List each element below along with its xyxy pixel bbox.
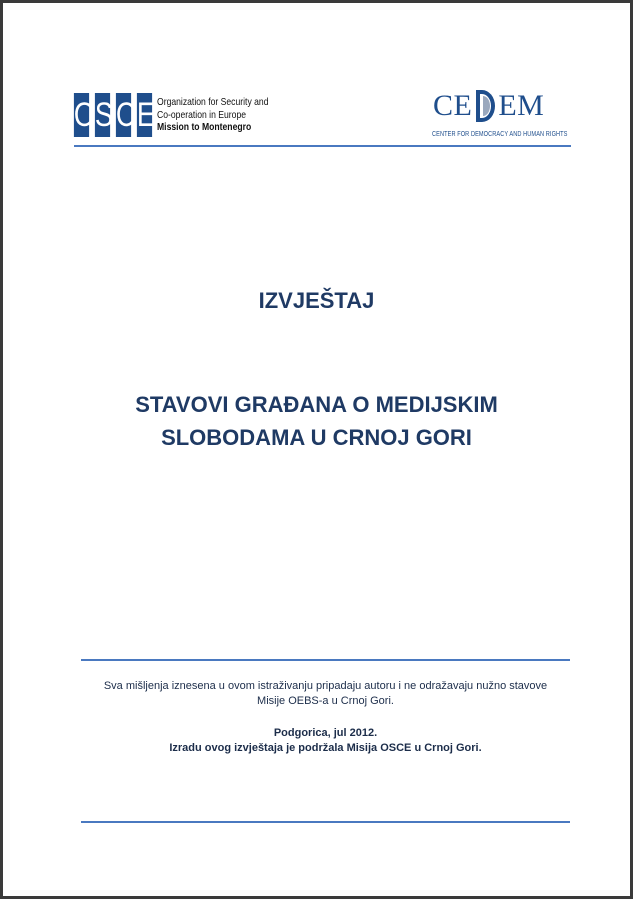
osce-name-line1: Organization for Security and [157, 96, 269, 109]
footer-bottom-divider [81, 821, 570, 823]
disclaimer [81, 679, 570, 709]
disclaimer-line1: Sva mišljenja iznesena u ovom istraživanju pripadaju autoru i ne odražavaju nužno stavove [103, 680, 548, 692]
footer-top-divider [81, 659, 570, 661]
cedem-wordmark-left: CE [433, 89, 473, 122]
osce-letter-c: C [116, 93, 131, 137]
support-statement: Izradu ovog izvještaja je podržala Misija OSCE u Crnoj Gori. [169, 742, 482, 754]
cedem-wordmark-right: EM [498, 89, 545, 122]
cedem-logo [431, 85, 568, 143]
osce-letter-block [72, 93, 154, 137]
osce-letter-e: E [137, 93, 152, 137]
place-date: Podgorica, jul 2012. [273, 727, 378, 739]
report-title-line1: STAVOVI GRAĐANA O MEDIJSKIM [135, 392, 498, 417]
osce-name [157, 96, 269, 134]
disclaimer-line2: Misije OEBS-a u Crnoj Gori. [257, 695, 394, 707]
osce-name-line2: Co-operation in Europe [157, 108, 247, 121]
osce-logo [72, 93, 293, 137]
osce-mission-name: Mission to Montenegro [157, 121, 252, 134]
report-label: IZVJEŠTAJ [258, 288, 375, 313]
cedem-d-emblem-icon [474, 89, 496, 123]
cedem-wordmark [433, 89, 544, 123]
report-title [3, 388, 630, 454]
cedem-subtitle: CENTER FOR DEMOCRACY AND HUMAN RIGHTS [432, 129, 568, 138]
report-title-line2: SLOBODAMA U CRNOJ GORI [161, 425, 472, 450]
osce-letter-o: O [74, 93, 89, 137]
osce-letter-s: S [95, 93, 110, 137]
publication-info [81, 726, 570, 756]
header-divider [74, 145, 571, 147]
